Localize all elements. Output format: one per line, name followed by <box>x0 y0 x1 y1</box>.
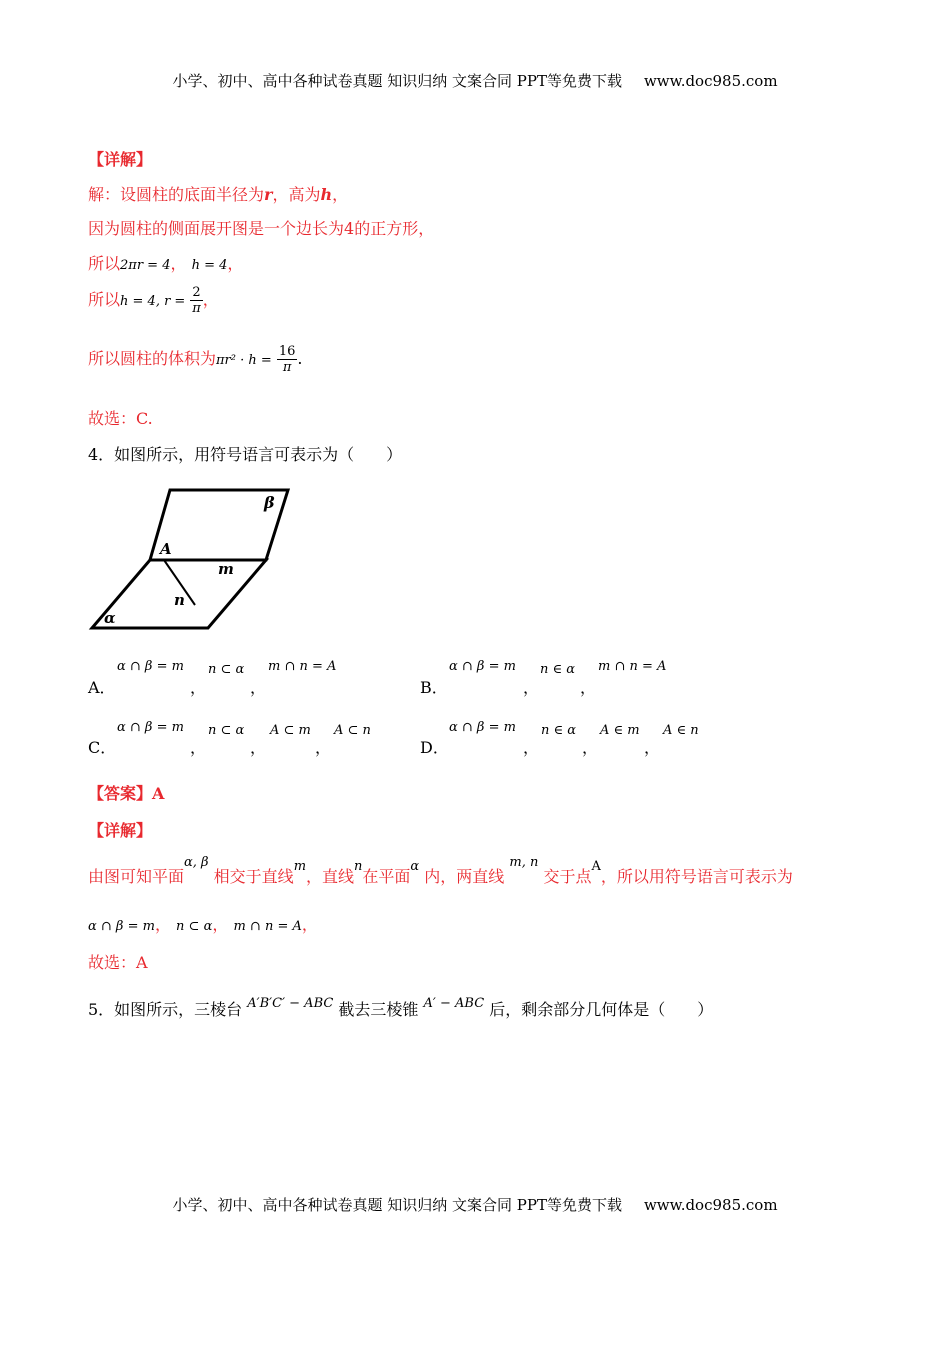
q4-detail-line2 <box>88 912 318 935</box>
q3-detail-heading: 【详解】 <box>88 150 153 169</box>
q3-frac-den: π <box>192 301 201 316</box>
option-D-s1: ， <box>523 738 540 757</box>
q3-line2-a: 因为圆柱的侧面展开图是一个边长为 <box>88 219 345 238</box>
q4-detail-eq1: α ∩ β = m <box>88 919 155 934</box>
q3-var-h: h <box>320 185 333 204</box>
label-n: n <box>174 591 185 609</box>
option-C-s1: ， <box>190 738 207 757</box>
q4-detail-alpha: α <box>410 859 420 874</box>
option-C-s2: ， <box>250 738 267 757</box>
q3-line3-sep: ， <box>170 254 187 273</box>
q3-line1-mid: ，高为 <box>272 185 321 204</box>
q4-detail-A: A <box>591 859 601 874</box>
q4-detail-g: ，所以用符号语言可表示为 <box>600 867 793 886</box>
q3-line4-end: ， <box>202 290 219 309</box>
option-A-f2: n ⊂ α <box>208 662 245 677</box>
q5-stem-a: 5．如图所示，三棱台 <box>88 1000 243 1019</box>
option-A-label: A． <box>88 678 116 697</box>
q4-detail-mn: m, n <box>509 855 539 870</box>
page-footer <box>0 1194 950 1215</box>
q4-detail-eq2: n ⊂ α <box>176 919 213 934</box>
q3-line5 <box>88 344 303 375</box>
option-B-s2: ， <box>580 678 597 697</box>
q5-stem-b: 截去三棱锥 <box>338 1000 419 1019</box>
label-m: m <box>218 560 234 578</box>
option-C-f1: α ∩ β = m <box>117 720 184 735</box>
q3-line3-end: ， <box>227 254 244 273</box>
q3-line5-prefix: 所以圆柱的体积为 <box>88 349 217 368</box>
header-url: www.doc985.com <box>643 72 778 90</box>
q3-frac-16-pi <box>277 344 298 375</box>
option-A-s1: ， <box>190 678 207 697</box>
q3-var-r: r <box>264 185 273 204</box>
q3-line4-prefix: 所以 <box>88 290 121 309</box>
q3-eq-h4: h = 4 <box>191 258 228 273</box>
q5-stem-c: 后，剩余部分几何体是（ ） <box>489 1000 714 1019</box>
q4-detail-eq3: m ∩ n = A <box>233 919 302 934</box>
q4-answer-heading: 【答案】A <box>88 784 165 803</box>
q3-eq-h-r: h = 4, r = <box>120 294 186 309</box>
option-B-label: B． <box>420 678 448 697</box>
option-C-f4: A ⊂ n <box>334 723 371 738</box>
option-B-f2: n ∈ α <box>540 662 576 677</box>
option-D-label: D． <box>420 738 449 757</box>
q3-line1-text: 解：设圆柱的底面半径为 <box>88 185 265 204</box>
option-D-f4: A ∈ n <box>663 723 699 738</box>
q3-eq-volume: πr² · h = <box>216 353 272 368</box>
q4-detail-m: m <box>293 859 307 874</box>
option-C-label: C． <box>88 738 117 757</box>
option-D-f2: n ∈ α <box>541 723 577 738</box>
q3-frac-num: 2 <box>192 285 201 300</box>
q4-detail-b: 相交于直线 <box>213 867 294 886</box>
q4-detail-n: n <box>354 859 363 874</box>
q3-line3-prefix: 所以 <box>88 254 121 273</box>
q3-frac16-num: 16 <box>278 344 296 359</box>
q3-line1-end: ， <box>332 185 349 204</box>
q3-eq-2pir: 2πr = 4 <box>120 258 171 273</box>
option-D-s2: ， <box>582 738 599 757</box>
option-B-s1: ， <box>523 678 540 697</box>
q4-detail-end: ， <box>301 915 318 934</box>
q3-frac16-den: π <box>282 360 292 375</box>
option-A-f1: α ∩ β = m <box>117 659 184 674</box>
q4-answer: 故选：A <box>88 953 148 972</box>
q4-detail-sep1: ， <box>154 915 171 934</box>
q4-detail-heading: 【详解】 <box>88 821 153 840</box>
q3-line4 <box>88 285 219 316</box>
option-C-f2: n ⊂ α <box>208 723 245 738</box>
q3-line5-end: . <box>297 349 303 368</box>
q3-line3 <box>88 251 243 274</box>
option-A-f3: m ∩ n = A <box>268 659 337 674</box>
q4-detail-f: 交于点 <box>543 867 592 886</box>
q5-pyramid: A′ − ABC <box>423 996 485 1011</box>
footer-text: 小学、初中、高中各种试卷真题 知识归纳 文案合同 PPT等免费下载 <box>172 1196 622 1214</box>
q3-line2-b: 的正方形， <box>354 219 435 238</box>
option-B-f3: m ∩ n = A <box>598 659 667 674</box>
q4-stem: 4．如图所示，用符号语言可表示为（ ） <box>88 445 403 464</box>
q5-stem <box>88 997 713 1020</box>
option-D-f1: α ∩ β = m <box>449 720 516 735</box>
header-text: 小学、初中、高中各种试卷真题 知识归纳 文案合同 PPT等免费下载 <box>172 72 622 90</box>
q3-answer: 故选：C. <box>88 409 153 428</box>
q3-frac-2-pi <box>190 285 202 316</box>
q5-frustum: A′B′C′ − ABC <box>247 996 334 1011</box>
q3-line1 <box>88 182 348 205</box>
page-header <box>0 70 950 91</box>
option-D-f3: A ∈ m <box>600 723 640 738</box>
option-A-s2: ， <box>250 678 267 697</box>
q4-detail-e: 内，两直线 <box>424 867 505 886</box>
label-beta: β <box>264 493 275 512</box>
footer-url: www.doc985.com <box>643 1196 778 1214</box>
option-B-f1: α ∩ β = m <box>449 659 516 674</box>
q4-detail-sep2: ， <box>212 915 229 934</box>
q4-detail-d: 在平面 <box>362 867 411 886</box>
q3-line2 <box>88 216 434 239</box>
option-C-s3: ， <box>315 738 332 757</box>
q4-detail-c: ，直线 <box>306 867 355 886</box>
q4-detail-a: 由图可知平面 <box>88 867 185 886</box>
label-alpha: α <box>104 609 116 627</box>
q4-figure <box>88 486 293 632</box>
option-C-f3: A ⊂ m <box>270 723 311 738</box>
label-A: A <box>160 540 172 558</box>
q4-detail-alpha-beta: α, β <box>184 855 209 870</box>
option-D-s3: ， <box>644 738 661 757</box>
q3-line2-num: 4 <box>344 219 355 238</box>
